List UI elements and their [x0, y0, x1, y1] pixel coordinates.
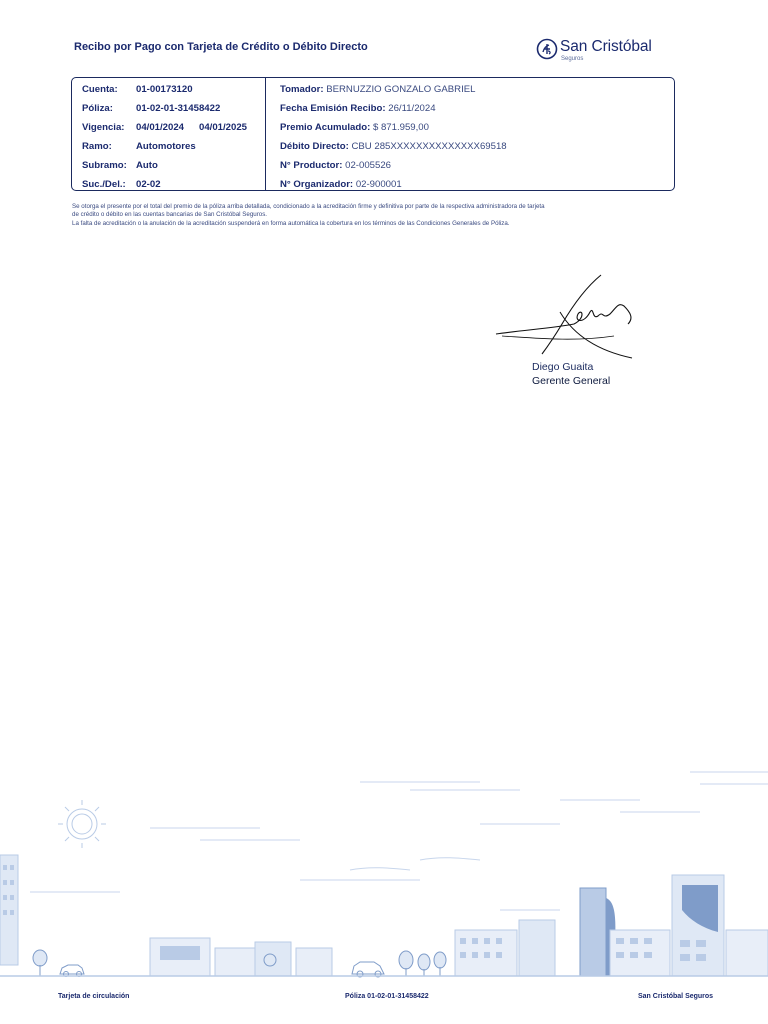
- field-label: Suc./Del.:: [82, 179, 126, 190]
- field-value: 02-02: [136, 179, 161, 190]
- field-label: Premio Acumulado:: [280, 122, 371, 133]
- field-value: BERNUZZIO GONZALO GABRIEL: [326, 84, 476, 95]
- field-value: 02-005526: [345, 160, 392, 171]
- debito-directo-row: [280, 141, 507, 152]
- handwritten-signature: [494, 272, 639, 367]
- field-value: $ 871.959,00: [372, 122, 429, 133]
- field-value-end: 04/01/2025: [199, 122, 248, 133]
- premio-acumulado-row: [280, 122, 429, 133]
- field-value: Automotores: [136, 141, 196, 152]
- field-label: Cuenta:: [82, 84, 118, 95]
- city-skyline-illustration: [0, 760, 768, 986]
- disclaimer-line: de crédito o débito en las cuentas bancarias de San Cristóbal Seguros.: [72, 211, 268, 219]
- field-value: 01-02-01-31458422: [136, 103, 221, 114]
- fecha-emision-row: [280, 103, 436, 114]
- field-label: Vigencia:: [82, 122, 125, 133]
- car-icon: [60, 965, 84, 977]
- field-value: 04/01/2024: [136, 122, 185, 133]
- field-label: N° Productor:: [280, 160, 343, 171]
- signatory-name: Diego Guaita: [532, 361, 594, 373]
- tomador-row: [280, 84, 475, 95]
- footer-center: Póliza 01-02-01-31458422: [345, 993, 429, 1000]
- footer-left: Tarjeta de circulación: [58, 993, 130, 1000]
- field-label: N° Organizador:: [280, 179, 354, 190]
- field-value: Auto: [136, 160, 158, 171]
- sun-icon: [58, 800, 106, 848]
- productor-row: [280, 160, 391, 171]
- field-label: Débito Directo:: [280, 141, 349, 152]
- field-label: Subramo:: [82, 160, 127, 171]
- field-value: CBU 285XXXXXXXXXXXXXX69518: [351, 141, 507, 152]
- car-icon: [352, 962, 384, 977]
- page-title: Recibo por Pago con Tarjeta de Crédito o Débito Directo: [74, 41, 368, 53]
- field-label: Fecha Emisión Recibo:: [280, 103, 386, 114]
- field-value: 01-00173120: [136, 84, 193, 95]
- san-cristobal-logo-icon: [536, 38, 558, 60]
- footer-right: San Cristóbal Seguros: [638, 993, 714, 1000]
- logo-subtitle: Seguros: [561, 56, 584, 62]
- legal-disclaimer: [72, 203, 672, 228]
- policy-info-box: [71, 77, 675, 191]
- field-label: Ramo:: [82, 141, 112, 152]
- disclaimer-line: Se otorga el presente por el total del premio de la póliza arriba detallada, condicionado a la acreditación firme y definitiva por parte de la respectiva administradora de tarjeta: [72, 203, 545, 210]
- field-value: 02-900001: [355, 179, 402, 190]
- company-logo: [536, 36, 670, 66]
- logo-name: San Cristóbal: [560, 38, 652, 55]
- column-divider: [265, 78, 266, 190]
- field-label: Tomador:: [280, 84, 324, 95]
- field-label: Póliza:: [82, 103, 113, 114]
- field-value: 26/11/2024: [388, 103, 436, 114]
- signatory-role: Gerente General: [532, 375, 611, 387]
- disclaimer-line: La falta de acreditación o la anulación de la acreditación suspenderá en forma automática la cobertura en los términos de las Condiciones Generales de Póliza.: [72, 219, 510, 227]
- organizador-row: [280, 179, 402, 190]
